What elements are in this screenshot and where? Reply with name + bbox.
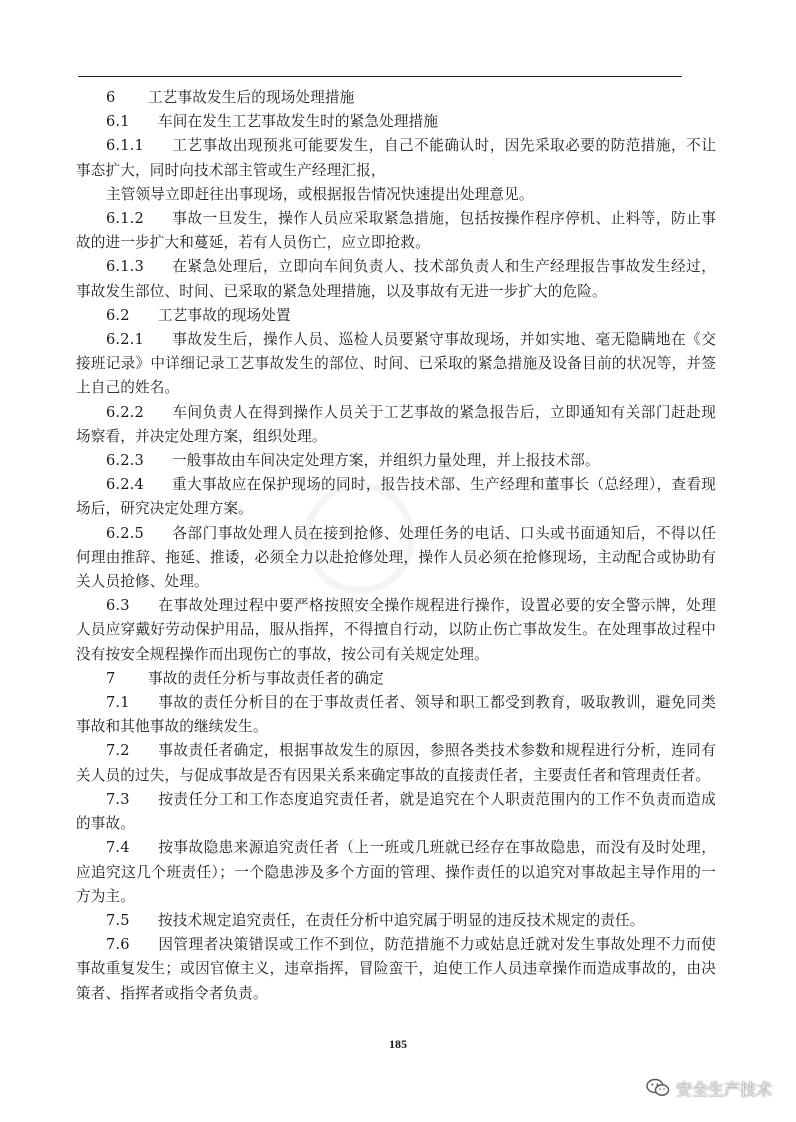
paragraph-text: 在事故处理过程中要严格按照安全操作规程进行操作，设置必要的安全警示牌，处理人员应穿戴好劳动保护用品，服从指挥，不得擅自行动，以防止伤亡事故发生。在处理事故过程中没有按安全规程操作而出现伤亡的事故，按公司有关规定处理。 [76, 597, 716, 663]
section-number: 6.2.5 [106, 524, 144, 542]
paragraph [76, 183, 716, 207]
paragraph [76, 667, 716, 691]
paragraph [76, 909, 716, 933]
section-number: 6.1.3 [106, 258, 144, 276]
section-number: 6.2.2 [106, 403, 144, 421]
paragraph-text: 在紧急处理后，立即向车间负责人、技术部负责人和生产经理报告事故发生经过，事故发生部位、时间、已采取的紧急处理措施，以及事故有无进一步扩大的危险。 [76, 258, 716, 300]
paragraph-text: 按技术规定追究责任，在责任分析中追究属于明显的违反技术规定的责任。 [158, 911, 645, 929]
section-number: 6.1 [106, 113, 130, 131]
paragraph-text: 工艺事故发生后的现场处理措施 [148, 89, 355, 106]
paragraph [76, 401, 716, 449]
paragraph-text: 一般事故由车间决定处理方案，并组织力量处理，并上报技术部。 [172, 452, 600, 470]
paragraph [76, 691, 716, 739]
section-number: 6.2 [106, 306, 130, 324]
paragraph [76, 304, 716, 328]
page-number: 185 [389, 1037, 407, 1051]
paragraph-text: 按责任分工和工作态度追究责任者，就是追究在个人职责范围内的工作不负责而造成的事故。 [76, 790, 716, 833]
paragraph-text: 事故的责任分析目的在于事故责任者、领导和职工都受到教育，吸取教训，避免同类事故和其他事故的继续发生。 [76, 694, 716, 736]
document-body [76, 86, 716, 1006]
paragraph-text: 工艺事故的现场处置 [158, 306, 291, 324]
paragraph [76, 594, 716, 667]
section-number: 7.6 [106, 936, 130, 954]
paragraph [76, 522, 716, 595]
paragraph-text: 工艺事故出现预兆可能要发生，自己不能确认时，因先采取必要的防范措施，不让事态扩大，同时向技术部主管或生产经理汇报， [76, 137, 716, 179]
paragraph [76, 328, 716, 401]
wechat-account-name: 安全生产技术 [675, 1079, 772, 1099]
paragraph-text: 事故发生后，操作人员、巡检人员要紧守事故现场，并如实地、毫无隐瞒地在《交接班记录》中详细记录工艺事故发生的部位、时间、已采取的紧急措施及设备目前的状况等，并签上自己的姓名。 [76, 331, 716, 397]
section-number: 7.3 [106, 790, 130, 808]
paragraph-text: 按事故隐患来源追究责任者（上一班或几班就已经存在事故隐患，而没有及时处理，应追究这几个班责任）；一个隐患涉及多个方面的管理、操作责任的以追究对事故起主导作用的一方为主。 [76, 839, 716, 905]
wechat-icon [646, 1078, 670, 1098]
paragraph-text: 因管理者决策错误或工作不到位，防范措施不力或姑息迁就对发生事故处理不力而使事故重复发生；或因官僚主义，违章指挥，冒险蛮干，迫使工作人员违章操作而造成事故的，由决策者、指挥者或指令者负责。 [76, 936, 716, 1002]
paragraph-text: 事故责任者确定，根据事故发生的原因，参照各类技术参数和规程进行分析，连同有关人员的过失，与促成事故是否有因果关系来确定事故的直接责任者，主要责任者和管理责任者。 [76, 742, 716, 784]
paragraph [76, 134, 716, 182]
section-number: 7 [106, 669, 116, 687]
section-number: 6.1.2 [106, 210, 144, 228]
section-number: 6.2.1 [106, 331, 144, 349]
section-number: 7.2 [106, 742, 130, 760]
paragraph-text: 主管领导立即赶往出事现场，或根据报告情况快速提出处理意见。 [106, 185, 534, 203]
paragraph [76, 473, 716, 521]
paragraph-text: 事故一旦发生，操作人员应采取紧急措施，包括按操作程序停机、止料等，防止事故的进一步扩大和蔓延，若有人员伤亡，应立即抢救。 [76, 210, 716, 252]
section-number: 6 [106, 89, 116, 106]
section-number: 6.2.3 [106, 452, 144, 470]
paragraph [76, 739, 716, 787]
paragraph [76, 836, 716, 909]
paragraph [76, 86, 716, 110]
paragraph [76, 788, 716, 836]
paragraph [76, 110, 716, 134]
paragraph [76, 255, 716, 303]
paragraph-text: 事故的责任分析与事故责任者的确定 [148, 669, 384, 687]
paragraph [76, 933, 716, 1006]
section-number: 6.3 [106, 597, 130, 615]
paragraph [76, 207, 716, 255]
paragraph [76, 449, 716, 473]
paragraph-text: 车间负责人在得到操作人员关于工艺事故的紧急报告后，立即通知有关部门赶赴现场察看，并决定处理方案，组织处理。 [76, 403, 716, 445]
section-number: 6.2.4 [106, 476, 144, 494]
header-rule [78, 76, 682, 77]
paragraph-text: 各部门事故处理人员在接到抢修、处理任务的电话、口头或书面通知后，不得以任何理由推辞、拖延、推诿，必须全力以赴抢修处理，操作人员必须在抢修现场，主动配合或协助有关人员抢修、处理。 [76, 524, 716, 591]
paragraph-text: 重大事故应在保护现场的同时，报告技术部、生产经理和董事长（总经理），查看现场后，研究决定处理方案。 [76, 476, 716, 518]
section-number: 7.4 [106, 839, 130, 857]
section-number: 6.1.1 [106, 137, 144, 155]
wechat-account-badge[interactable] [646, 1075, 772, 1101]
paragraph-text: 车间在发生工艺事故发生时的紧急处理措施 [158, 113, 439, 131]
section-number: 7.5 [106, 911, 130, 929]
section-number: 7.1 [106, 694, 130, 712]
